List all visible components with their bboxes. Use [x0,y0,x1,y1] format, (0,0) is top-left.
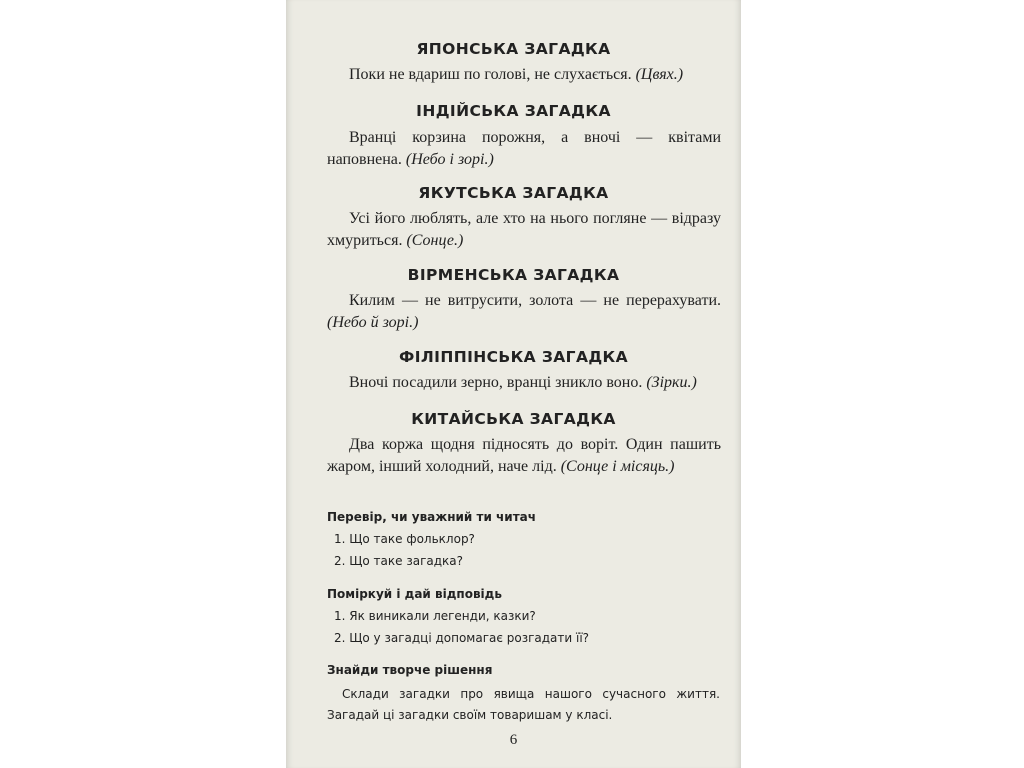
riddle-text-chinese: Два коржа щодня підносять до воріт. Один пашить жаром, інший холодний, наче лід. (Сонце і місяць.) [327,436,721,475]
riddle-text-indian: Вранці корзина порожня, а вночі — квітами наповнена. (Небо і зорі.) [327,129,721,168]
riddle-answer-armenian: (Небо й зорі.) [327,314,419,331]
riddle-answer-chinese: (Сонце і місяць.) [560,458,675,475]
section-heading-check: Перевір, чи уважний ти читач [327,510,536,524]
question-item: 1. Як виникали легенди, казки? [334,609,536,623]
riddle-title-armenian: ВІРМЕНСЬКА ЗАГАДКА [407,266,620,284]
question-item: 1. Що таке фольклор? [334,532,475,546]
riddle-text-armenian: Килим — не витрусити, золота — не перерахувати. (Небо й зорі.) [327,292,721,331]
riddle-title-chinese: КИТАЙСЬКА ЗАГАДКА [411,410,616,428]
riddle-answer-indian: (Небо і зорі.) [405,151,494,168]
creative-task-text: Склади загадки про явища нашого сучасного життя. Загадай ці загадки своїм товаришам у класі. [327,687,720,722]
riddle-answer-filipino: (Зірки.) [646,374,697,391]
riddle-title-japanese: ЯПОНСЬКА ЗАГАДКА [416,40,611,58]
riddle-answer-japanese: (Цвях.) [635,66,684,83]
riddle-title-yakut: ЯКУТСЬКА ЗАГАДКА [418,184,609,202]
riddle-text-filipino: Вночі посадили зерно, вранці зникло воно. (Зірки.) [349,374,697,391]
question-item: 2. Що у загадці допомагає розгадати її? [334,631,590,645]
riddle-text-japanese: Поки не вдариш по голові, не слухається. (Цвях.) [349,66,684,83]
riddle-title-filipino: ФІЛІППІНСЬКА ЗАГАДКА [398,348,629,366]
riddle-text-yakut: Усі його люблять, але хто на нього погляне — відразу хмуриться. (Сонце.) [327,210,721,249]
riddle-answer-yakut: (Сонце.) [406,232,464,249]
question-item: 2. Що таке загадка? [334,554,463,568]
riddle-title-indian: ІНДІЙСЬКА ЗАГАДКА [416,102,611,120]
book-page [286,0,741,768]
section-heading-creative: Знайди творче рішення [327,663,493,677]
page-number: 6 [509,732,518,748]
section-heading-think: Поміркуй і дай відповідь [327,587,502,601]
